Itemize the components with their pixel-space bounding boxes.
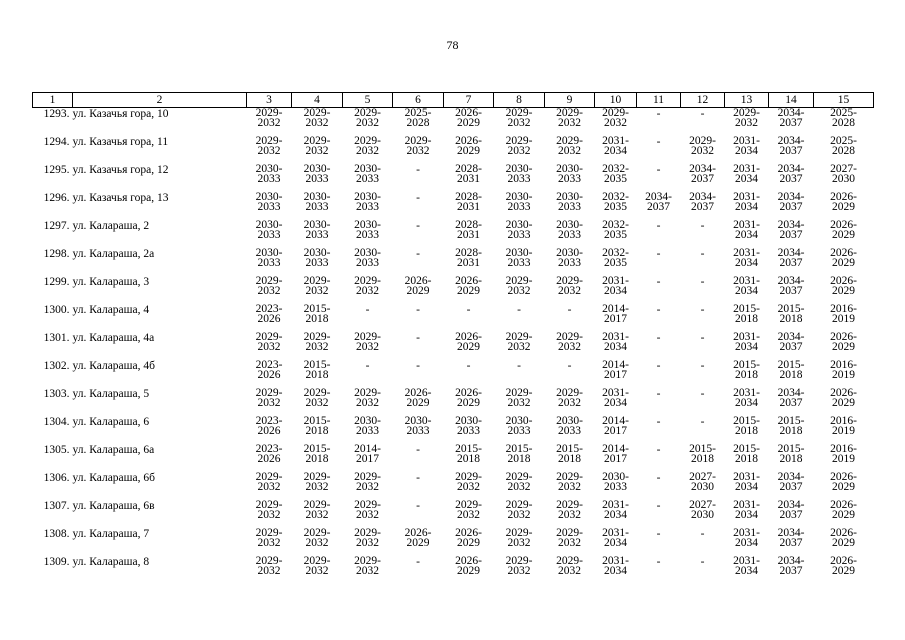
period-cell: 2026- 2029 [830,275,857,297]
period-cell: - [416,164,420,176]
period-cell: 2032- 2035 [602,219,629,241]
period-cell: - [656,472,661,484]
row-address: ул. Калараша, 6 [72,416,150,428]
row-address: ул. Калараша, 3 [72,276,150,288]
period-cell: - [416,472,420,484]
period-cell: 2030- 2033 [354,219,381,241]
period-cell: 2026- 2029 [455,555,482,577]
period-cell: 2026- 2029 [830,555,857,577]
period-cell: 2030- 2033 [556,415,583,437]
table-row [33,164,874,192]
period-cell: 2015- 2018 [303,443,331,465]
period-cell: - [365,304,370,316]
header-row [33,93,874,108]
period-cell: 2029- 2032 [255,331,283,353]
row-address: ул. Калараша, 8 [72,556,150,568]
row-address: ул. Калараша, 5 [72,388,150,400]
table-row [33,444,874,472]
period-cell: 2030- 2033 [354,415,381,437]
period-cell: 2030- 2033 [455,415,482,437]
period-cell: - [700,304,705,316]
table-row [33,500,874,528]
period-cell: 2030- 2033 [303,219,331,241]
table-row [33,220,874,248]
period-cell: - [416,304,420,316]
row-address: ул. Калараша, 6б [72,472,155,484]
period-cell: 2031- 2034 [733,387,760,409]
period-cell: 2031- 2034 [602,387,629,409]
period-cell: 2029- 2032 [556,555,583,577]
period-cell: 2026- 2029 [455,107,482,129]
table-row [33,360,874,388]
period-cell: 2029- 2032 [354,471,381,493]
period-cell: 2029- 2032 [556,387,583,409]
table-row [33,332,874,360]
period-cell: 2030- 2033 [354,191,381,213]
row-number: 1304. [43,416,70,428]
period-cell: 2029- 2032 [354,527,381,549]
period-cell: 2029- 2032 [303,387,331,409]
row-number: 1308. [43,528,70,540]
period-cell: 2031- 2034 [733,527,760,549]
period-cell: 2015- 2018 [303,303,331,325]
period-cell: 2029- 2032 [354,499,381,521]
period-cell: - [416,220,420,232]
period-cell: - [567,304,572,316]
period-cell: 2034- 2037 [777,219,805,241]
period-cell: 2030- 2033 [505,191,533,213]
period-cell: 2014- 2017 [602,359,629,381]
row-address: ул. Казачья гора, 10 [72,108,169,120]
period-cell: - [656,108,661,120]
table-row [33,136,874,164]
period-cell: - [700,108,705,120]
period-cell: 2026- 2029 [830,191,857,213]
period-cell: 2014- 2017 [354,443,381,465]
period-cell: 2015- 2018 [505,443,533,465]
period-cell: 2029- 2032 [303,107,331,129]
row-number: 1307. [43,500,70,512]
period-cell: 2015- 2018 [777,359,805,381]
period-cell: - [700,248,705,260]
period-cell: 2029- 2032 [733,107,760,129]
period-cell: - [416,556,420,568]
period-cell: 2030- 2033 [602,471,629,493]
period-cell: 2016- 2019 [830,415,857,437]
period-cell: 2015- 2018 [455,443,482,465]
period-cell: 2029- 2032 [303,135,331,157]
period-cell: 2030- 2033 [556,191,583,213]
period-cell: 2030- 2033 [505,247,533,269]
row-address: ул. Казачья гора, 13 [72,192,169,204]
period-cell: 2034- 2037 [777,527,805,549]
table-header [33,93,874,108]
table-row [33,528,874,556]
period-cell: 2028- 2031 [455,247,482,269]
period-cell: - [700,556,705,568]
period-cell: 2026- 2029 [830,471,857,493]
period-cell: 2029- 2032 [255,135,283,157]
column-header: 14 [769,93,814,108]
column-header: 11 [637,93,681,108]
period-cell: 2031- 2034 [733,499,760,521]
period-cell: 2031- 2034 [733,275,760,297]
period-cell: 2023- 2026 [255,359,283,381]
period-cell: - [416,360,420,372]
period-cell: 2031- 2034 [733,331,760,353]
period-cell: - [365,360,370,372]
period-cell: - [656,304,661,316]
period-cell: 2034- 2037 [689,163,716,185]
period-cell: 2034- 2037 [777,163,805,185]
period-cell: 2029- 2032 [556,331,583,353]
period-cell: 2029- 2032 [303,331,331,353]
period-cell: - [656,556,661,568]
period-cell: 2026- 2029 [830,499,857,521]
period-cell: 2034- 2037 [777,191,805,213]
period-cell: 2031- 2034 [602,527,629,549]
period-cell: 2031- 2034 [733,135,760,157]
period-cell: - [656,500,661,512]
period-cell: 2029- 2032 [303,555,331,577]
period-cell: 2023- 2026 [255,303,283,325]
period-cell: 2029- 2032 [354,275,381,297]
table-row [33,304,874,332]
period-cell: 2029- 2032 [303,499,331,521]
period-cell: 2031- 2034 [602,499,629,521]
period-cell: - [416,444,420,456]
period-cell: - [656,528,661,540]
row-address: ул. Калараша, 2а [72,248,155,260]
table-row [33,472,874,500]
period-cell: - [700,388,705,400]
period-cell: 2026- 2029 [455,387,482,409]
row-address: ул. Калараша, 4б [72,360,155,372]
period-cell: - [466,304,471,316]
period-cell: 2029- 2032 [354,107,381,129]
period-cell: 2029- 2032 [556,107,583,129]
period-cell: 2028- 2031 [455,163,482,185]
period-cell: 2034- 2037 [777,275,805,297]
period-cell: - [700,220,705,232]
period-cell: 2015- 2018 [733,359,760,381]
column-header: 1 [33,93,73,108]
column-header: 4 [292,93,343,108]
row-number: 1309. [43,556,70,568]
period-cell: 2034- 2037 [689,191,716,213]
period-cell: 2026- 2029 [455,135,482,157]
period-cell: - [700,332,705,344]
period-cell: 2029- 2032 [404,135,432,157]
period-cell: 2034- 2037 [777,555,805,577]
period-cell: 2030- 2033 [505,415,533,437]
period-cell: - [656,388,661,400]
period-cell: 2029- 2032 [354,555,381,577]
period-cell: 2025- 2028 [830,107,857,129]
period-cell: 2016- 2019 [830,303,857,325]
period-cell: 2031- 2034 [602,555,629,577]
table-row [33,192,874,220]
period-cell: 2026- 2029 [455,275,482,297]
period-cell: 2026- 2029 [404,387,432,409]
period-cell: 2023- 2026 [255,415,283,437]
period-cell: 2029- 2032 [556,527,583,549]
period-cell: 2032- 2035 [602,191,629,213]
period-cell: 2029- 2032 [255,387,283,409]
row-address: ул. Калараша, 4а [72,332,155,344]
column-header: 13 [725,93,769,108]
column-header: 15 [814,93,874,108]
period-cell: 2030- 2033 [255,163,283,185]
period-cell: 2015- 2018 [303,415,331,437]
row-number: 1303. [43,388,70,400]
period-cell: 2014- 2017 [602,443,629,465]
period-cell: 2023- 2026 [255,443,283,465]
table-body [33,108,874,585]
period-cell: 2030- 2033 [255,191,283,213]
period-cell: 2029- 2032 [556,135,583,157]
period-cell: 2031- 2034 [733,219,760,241]
period-cell: - [656,248,661,260]
period-cell: - [517,304,521,316]
column-header: 5 [343,93,393,108]
row-number: 1297. [43,220,70,232]
period-cell: 2026- 2029 [830,247,857,269]
table-row [33,556,874,584]
period-cell: 2026- 2029 [455,331,482,353]
period-cell: 2028- 2031 [455,191,482,213]
period-cell: - [700,360,705,372]
period-cell: 2029- 2032 [505,499,533,521]
period-cell: 2031- 2034 [733,471,760,493]
period-cell: 2030- 2033 [354,163,381,185]
period-cell: - [656,360,661,372]
period-cell: 2026- 2029 [830,527,857,549]
period-cell: 2029- 2032 [505,555,533,577]
period-cell: 2034- 2037 [645,191,672,213]
period-cell: 2029- 2032 [505,331,533,353]
period-cell: 2029- 2032 [303,275,331,297]
period-cell: - [416,332,420,344]
period-cell: 2029- 2032 [505,135,533,157]
period-cell: - [416,500,420,512]
period-cell: - [656,444,661,456]
column-header: 7 [444,93,494,108]
period-cell: 2029- 2032 [354,135,381,157]
period-cell: 2029- 2032 [354,331,381,353]
period-cell: 2027- 2030 [689,499,716,521]
period-cell: - [416,248,420,260]
table-row [33,248,874,276]
period-cell: 2029- 2032 [505,107,533,129]
row-address: ул. Казачья гора, 11 [72,136,169,148]
table-row [33,388,874,416]
period-cell: 2029- 2032 [505,527,533,549]
period-cell: 2029- 2032 [556,499,583,521]
period-cell: 2015- 2018 [556,443,583,465]
period-cell: 2026- 2029 [830,331,857,353]
period-cell: 2029- 2032 [602,107,629,129]
period-cell: 2031- 2034 [733,191,760,213]
row-number: 1294. [43,136,70,148]
period-cell: 2025- 2028 [404,107,432,129]
period-cell: 2029- 2032 [255,499,283,521]
period-cell: 2031- 2034 [602,135,629,157]
period-cell: 2034- 2037 [777,135,805,157]
column-header: 3 [247,93,292,108]
period-cell: 2029- 2032 [505,471,533,493]
period-cell: 2015- 2018 [777,415,805,437]
period-cell: 2029- 2032 [689,135,716,157]
period-cell: 2030- 2033 [354,247,381,269]
period-cell: 2031- 2034 [733,163,760,185]
period-cell: 2034- 2037 [777,107,805,129]
column-header: 8 [494,93,545,108]
period-cell: 2030- 2033 [255,219,283,241]
table-row [33,108,874,137]
period-cell: - [656,164,661,176]
period-cell: 2029- 2032 [556,275,583,297]
period-cell: 2015- 2018 [689,443,716,465]
period-cell: 2029- 2032 [255,471,283,493]
row-address: ул. Калараша, 4 [72,304,150,316]
period-cell: 2029- 2032 [556,471,583,493]
period-cell: 2029- 2032 [255,527,283,549]
period-cell: 2029- 2032 [255,275,283,297]
period-cell: - [517,360,521,372]
period-cell: 2029- 2032 [255,555,283,577]
row-number: 1293. [43,108,70,120]
period-cell: - [656,416,661,428]
period-cell: 2029- 2032 [455,499,482,521]
page-number: 78 [446,38,459,52]
period-cell: 2026- 2029 [404,527,432,549]
table-row [33,416,874,444]
period-cell: - [567,360,572,372]
row-address: ул. Калараша, 6в [72,500,155,512]
period-cell: 2029- 2032 [354,387,381,409]
period-cell: 2030- 2033 [505,219,533,241]
period-cell: 2026- 2029 [404,275,432,297]
period-cell: 2032- 2035 [602,163,629,185]
table-row [33,276,874,304]
period-cell: 2034- 2037 [777,331,805,353]
period-cell: 2030- 2033 [303,247,331,269]
period-cell: - [656,220,661,232]
period-cell: 2034- 2037 [777,471,805,493]
column-header: 10 [595,93,637,108]
period-cell: 2030- 2033 [556,247,583,269]
row-address: ул. Калараша, 2 [72,220,150,232]
period-cell: 2031- 2034 [733,247,760,269]
period-cell: 2030- 2033 [303,163,331,185]
period-cell: - [466,360,471,372]
period-cell: 2030- 2033 [404,415,432,437]
row-number: 1300. [43,304,70,316]
period-cell: - [700,276,705,288]
period-cell: 2029- 2032 [303,471,331,493]
period-cell: 2029- 2032 [455,471,482,493]
period-cell: 2015- 2018 [303,359,331,381]
period-cell: - [656,332,661,344]
period-cell: 2015- 2018 [733,303,760,325]
period-cell: 2015- 2018 [733,415,760,437]
row-number: 1301. [43,332,70,344]
period-cell: - [656,276,661,288]
period-cell: 2032- 2035 [602,247,629,269]
row-address: ул. Калараша, 6а [72,444,155,456]
row-number: 1299. [43,276,70,288]
period-cell: 2028- 2031 [455,219,482,241]
period-cell: 2031- 2034 [733,555,760,577]
period-cell: 2016- 2019 [830,359,857,381]
column-header: 9 [545,93,595,108]
period-cell: 2030- 2033 [255,247,283,269]
period-cell: 2030- 2033 [303,191,331,213]
period-cell: 2015- 2018 [733,443,760,465]
period-cell: 2016- 2019 [830,443,857,465]
period-cell: 2015- 2018 [777,303,805,325]
period-cell: 2031- 2034 [602,331,629,353]
row-number: 1306. [43,472,70,484]
period-cell: - [656,136,661,148]
period-cell: 2015- 2018 [777,443,805,465]
period-cell: 2030- 2033 [505,163,533,185]
period-cell: 2029- 2032 [303,527,331,549]
period-cell: 2029- 2032 [505,387,533,409]
period-cell: - [700,528,705,540]
period-cell: 2026- 2029 [455,527,482,549]
period-cell: 2026- 2029 [830,219,857,241]
column-header: 12 [681,93,725,108]
period-cell: 2030- 2033 [556,163,583,185]
period-cell: 2029- 2032 [505,275,533,297]
period-cell: 2026- 2029 [830,387,857,409]
column-header: 6 [393,93,444,108]
period-cell: 2027- 2030 [689,471,716,493]
period-cell: - [416,192,420,204]
schedule-table [32,92,874,584]
row-address: ул. Калараша, 7 [72,528,150,540]
row-number: 1298. [43,248,70,260]
period-cell: 2029- 2032 [255,107,283,129]
period-cell: 2014- 2017 [602,303,629,325]
period-cell: 2034- 2037 [777,247,805,269]
period-cell: 2030- 2033 [556,219,583,241]
row-number: 1302. [43,360,70,372]
row-number: 1295. [43,164,70,176]
period-cell: - [700,416,705,428]
period-cell: 2034- 2037 [777,499,805,521]
row-number: 1305. [43,444,70,456]
column-header: 2 [73,93,247,108]
period-cell: 2027- 2030 [830,163,857,185]
row-address: ул. Казачья гора, 12 [72,164,169,176]
period-cell: 2031- 2034 [602,275,629,297]
period-cell: 2034- 2037 [777,387,805,409]
row-number: 1296. [43,192,70,204]
period-cell: 2025- 2028 [830,135,857,157]
period-cell: 2014- 2017 [602,415,629,437]
